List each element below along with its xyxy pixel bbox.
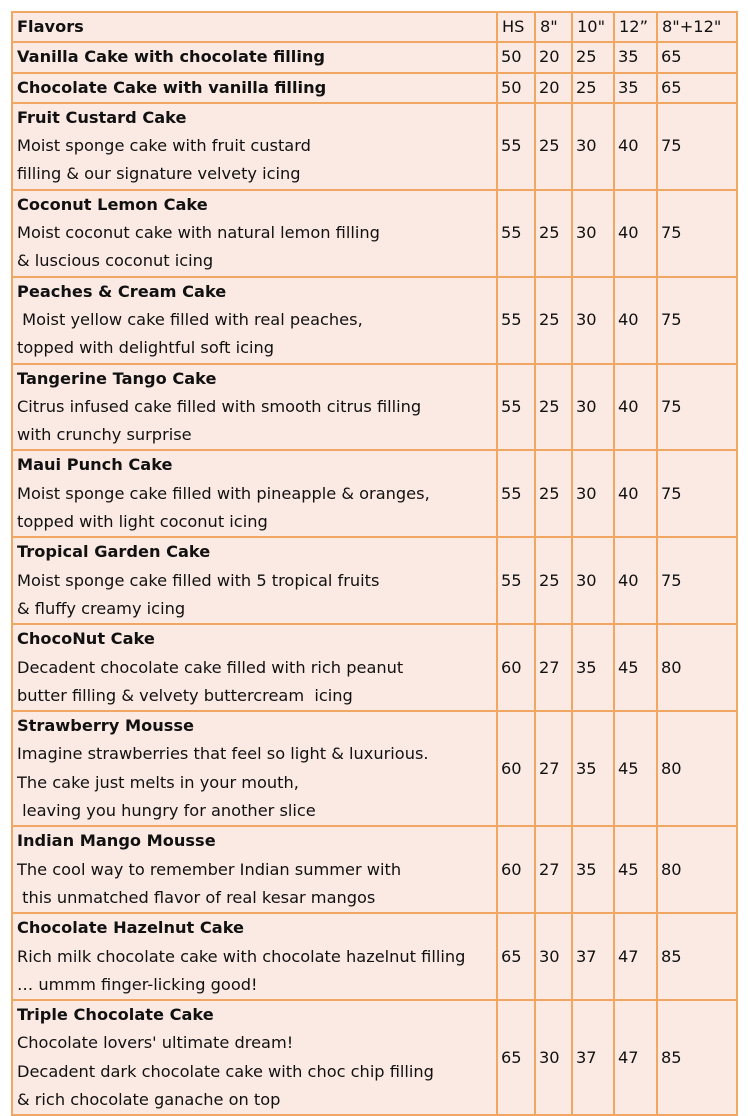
flavor-name: Indian Mango Mousse (17, 831, 216, 851)
header-8-plus-12: 8"+12" (657, 12, 737, 42)
table-row (12, 826, 737, 913)
table-row (12, 190, 737, 277)
header-8in: 8" (535, 12, 572, 42)
price-12in: 47 (614, 1000, 657, 1115)
price-8-plus-12: 75 (657, 364, 737, 451)
price-hs: 60 (497, 711, 535, 826)
price-8in: 27 (535, 711, 572, 826)
price-hs: 55 (497, 364, 535, 451)
flavor-name: Tangerine Tango Cake (17, 368, 217, 388)
price-hs: 50 (497, 42, 535, 72)
price-hs: 60 (497, 624, 535, 711)
price-8in: 25 (535, 450, 572, 537)
price-8in: 25 (535, 537, 572, 624)
table-row (12, 73, 737, 103)
flavor-cell (12, 711, 497, 826)
price-8-plus-12: 75 (657, 190, 737, 277)
flavor-name: Peaches & Cream Cake (17, 281, 227, 301)
price-8-plus-12: 75 (657, 277, 737, 364)
flavor-name: Coconut Lemon Cake (17, 194, 208, 214)
flavor-description: Decadent chocolate cake filled with rich peanut butter filling & velvety buttercream icing (17, 657, 404, 705)
price-hs: 55 (497, 450, 535, 537)
price-10in: 25 (572, 42, 614, 72)
flavor-cell (12, 73, 497, 103)
flavor-description: Moist yellow cake filled with real peaches, topped with delightful soft icing (17, 309, 363, 358)
flavor-name: Vanilla Cake with chocolate filling (17, 47, 325, 67)
price-10in: 35 (572, 711, 614, 826)
table-header-row (12, 12, 737, 42)
table-row (12, 364, 737, 451)
cake-price-table (11, 11, 738, 1116)
price-8-plus-12: 75 (657, 450, 737, 537)
price-12in: 40 (614, 103, 657, 190)
table-row (12, 624, 737, 711)
price-12in: 45 (614, 711, 657, 826)
price-12in: 40 (614, 364, 657, 451)
price-10in: 30 (572, 450, 614, 537)
price-12in: 40 (614, 537, 657, 624)
table-row (12, 450, 737, 537)
price-hs: 50 (497, 73, 535, 103)
price-8-plus-12: 80 (657, 826, 737, 913)
price-8in: 20 (535, 73, 572, 103)
price-table-wrapper (11, 11, 738, 1116)
price-10in: 30 (572, 277, 614, 364)
flavor-name: Chocolate Cake with vanilla filling (17, 77, 327, 97)
price-hs: 55 (497, 190, 535, 277)
flavor-name: Maui Punch Cake (17, 455, 173, 475)
price-8in: 27 (535, 624, 572, 711)
table-row (12, 913, 737, 1000)
price-8-plus-12: 80 (657, 711, 737, 826)
price-8-plus-12: 75 (657, 103, 737, 190)
price-12in: 45 (614, 624, 657, 711)
price-hs: 65 (497, 913, 535, 1000)
price-12in: 40 (614, 190, 657, 277)
price-8in: 30 (535, 1000, 572, 1115)
price-10in: 35 (572, 624, 614, 711)
price-8in: 27 (535, 826, 572, 913)
flavor-description: Chocolate lovers' ultimate dream! Decadent dark chocolate cake with choc chip filling & rich chocolate ganache on top (17, 1033, 434, 1109)
price-10in: 35 (572, 826, 614, 913)
flavor-cell (12, 624, 497, 711)
table-row (12, 42, 737, 72)
flavor-cell (12, 826, 497, 913)
flavor-description: Imagine strawberries that feel so light & luxurious. The cake just melts in your mouth, leaving you hungry for another slice (17, 744, 429, 821)
price-8in: 30 (535, 913, 572, 1000)
flavor-cell (12, 103, 497, 190)
price-8in: 25 (535, 103, 572, 190)
price-12in: 45 (614, 826, 657, 913)
price-12in: 40 (614, 277, 657, 364)
header-10in: 10" (572, 12, 614, 42)
price-hs: 60 (497, 826, 535, 913)
flavor-name: Triple Chocolate Cake (17, 1005, 214, 1025)
price-8in: 25 (535, 277, 572, 364)
flavor-cell (12, 364, 497, 451)
price-hs: 55 (497, 277, 535, 364)
flavor-description: Moist sponge cake filled with pineapple & oranges, topped with light coconut icing (17, 483, 430, 532)
price-10in: 30 (572, 190, 614, 277)
price-8-plus-12: 80 (657, 624, 737, 711)
price-10in: 30 (572, 103, 614, 190)
price-12in: 35 (614, 73, 657, 103)
flavor-description: Rich milk chocolate cake with chocolate hazelnut filling … ummm finger-licking good! (17, 946, 466, 994)
flavor-name: Chocolate Hazelnut Cake (17, 918, 245, 938)
price-8in: 25 (535, 364, 572, 451)
price-10in: 37 (572, 1000, 614, 1115)
price-8-plus-12: 65 (657, 42, 737, 72)
price-10in: 25 (572, 73, 614, 103)
flavor-description: Moist sponge cake filled with 5 tropical fruits & fluffy creamy icing (17, 570, 380, 618)
header-12in: 12” (614, 12, 657, 42)
flavor-cell (12, 450, 497, 537)
flavor-description: Citrus infused cake filled with smooth citrus filling with crunchy surprise (17, 396, 422, 445)
price-8in: 25 (535, 190, 572, 277)
flavor-name: Strawberry Mousse (17, 716, 194, 736)
header-flavors: Flavors (12, 12, 497, 42)
price-10in: 30 (572, 364, 614, 451)
table-row (12, 103, 737, 190)
flavor-cell (12, 537, 497, 624)
flavor-description: The cool way to remember Indian summer with this unmatched flavor of real kesar mangos (17, 859, 402, 907)
flavor-description: Moist coconut cake with natural lemon filling & luscious coconut icing (17, 223, 380, 271)
flavor-name: Fruit Custard Cake (17, 107, 187, 127)
price-12in: 40 (614, 450, 657, 537)
flavor-description: Moist sponge cake with fruit custard filling & our signature velvety icing (17, 136, 311, 184)
flavor-cell (12, 1000, 497, 1115)
price-hs: 65 (497, 1000, 535, 1115)
price-10in: 30 (572, 537, 614, 624)
header-hs: HS (497, 12, 535, 42)
price-12in: 47 (614, 913, 657, 1000)
table-row (12, 1000, 737, 1115)
table-row (12, 711, 737, 826)
price-8-plus-12: 75 (657, 537, 737, 624)
price-hs: 55 (497, 537, 535, 624)
price-hs: 55 (497, 103, 535, 190)
price-12in: 35 (614, 42, 657, 72)
table-row (12, 277, 737, 364)
flavor-name: ChocoNut Cake (17, 629, 155, 649)
flavor-cell (12, 913, 497, 1000)
flavor-cell (12, 277, 497, 364)
flavor-name: Tropical Garden Cake (17, 542, 211, 562)
price-8-plus-12: 65 (657, 73, 737, 103)
price-8-plus-12: 85 (657, 913, 737, 1000)
price-8-plus-12: 85 (657, 1000, 737, 1115)
flavor-cell (12, 42, 497, 72)
price-8in: 20 (535, 42, 572, 72)
table-row (12, 537, 737, 624)
flavor-cell (12, 190, 497, 277)
price-10in: 37 (572, 913, 614, 1000)
